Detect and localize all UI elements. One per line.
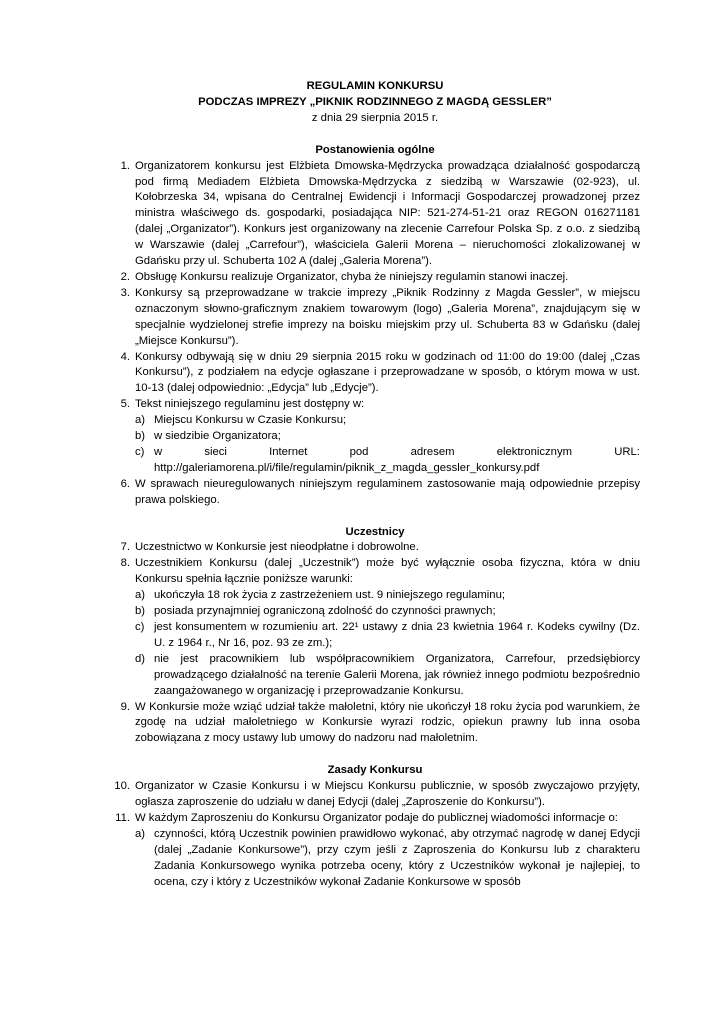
doc-title: REGULAMIN KONKURSU bbox=[306, 80, 444, 92]
item-8d: d) nie jest pracownikiem lub współpracownikiem Organizatora, Carrefour, przedsiębiorcy prowadzącego działalność na terenie Galerii Morena, jak również innego podmiotu bezpośrednio zaangażowanego w organizację i przeprowadzanie Konkursu. bbox=[135, 652, 640, 697]
section-heading-general: Postanowienia ogólne bbox=[315, 143, 435, 156]
paragraph-11: 11. W każdym Zaproszeniu do Konkursu Organizator podaje do publicznej wiadomości informacje o: bbox=[115, 811, 618, 824]
item-5a: a) Miejscu Konkursu w Czasie Konkursu; bbox=[135, 414, 347, 427]
paragraph-5: 5. Tekst niniejszego regulaminu jest dostępny w: bbox=[120, 398, 365, 411]
paragraph-4: 4. Konkursy odbywają się w dniu 29 sierpnia 2015 roku w godzinach od 11:00 do 19:00 (dalej „Czas Konkursu”), z podziałem na edycje ogłaszane i przeprowadzane w sposób, o którym mowa w ust. 10-13 (dalej odpowiednio: „Edycja” lub „Edycje”). bbox=[120, 350, 640, 395]
item-5b: b) w siedzibie Organizatora; bbox=[135, 430, 281, 443]
item-8b: b) posiada przynajmniej ograniczoną zdolność do czynności prawnych; bbox=[135, 605, 496, 618]
item-8c: c) jest konsumentem w rozumieniu art. 22¹ ustawy z dnia 23 kwietnia 1964 r. Kodeks cywilny (Dz. U. z 1964 r., Nr 16, poz. 93 ze zm.); bbox=[135, 621, 640, 649]
item-5c-words: w sieci Internet pod adresem elektronicznym URL: bbox=[154, 445, 640, 458]
item-8a: a) ukończyła 18 rok życia z zastrzeżeniem ust. 9 niniejszego regulaminu; bbox=[135, 589, 505, 602]
item-5c: c) w sieci Internet pod adresem elektronicznym URL: http://galeriamorena.pl/i/file/regulamin/piknik_z_magda_gessler_konkursy.pdf bbox=[110, 445, 640, 477]
item-11a: a) czynności, którą Uczestnik powinien prawidłowo wykonać, aby otrzymać nagrodę w danej Edycji (dalej „Zadanie Konkursowe”), przy czym jeśli z Zaproszenia do Konkursu lub z charakteru Zadania Konkursowego wynika potrzeba oceny, który z Uczestników wykonał je najlepiej, to ocena, czy i który z Uczestników wykonał Zadanie Konkursowe w sposób bbox=[135, 827, 640, 888]
regulation-url: http://galeriamorena.pl/i/file/regulamin/piknik_z_magda_gessler_konkursy.pdf bbox=[154, 461, 540, 474]
paragraph-6: 6. W sprawach nieuregulowanych niniejszym regulaminem zastosowanie mają odpowiednie przepisy prawa polskiego. bbox=[120, 477, 640, 506]
section-heading-rules: Zasady Konkursu bbox=[327, 764, 423, 777]
paragraph-3: 3. Konkursy są przeprowadzane w trakcie imprezy „Piknik Rodzinny z Magda Gessler”, w miejscu oznaczonym słowno-graficznym znakiem towarowym (logo) „Galeria Morena”, znajdującym się w specjalnie wydzielonej strefie imprezy na boisku miejskim przy ul. Schuberta 83 w Gdańsku (dalej „Miejsce Konkursu”). bbox=[120, 286, 640, 347]
paragraph-9: 9. W Konkursie może wziąć udział także małoletni, który nie ukończył 18 roku życia pod warunkiem, że zgodę na udział małoletniego w Konkursie wyrazi rodzic, opiekun prawny lub inna osoba zobowiązana z mocy ustawy lub umowy do nadzoru nad małoletnim. bbox=[120, 700, 640, 745]
paragraph-10: 10. Organizator w Czasie Konkursu i w Miejscu Konkursu publicznie, w sposób zwyczajowo przyjęty, ogłasza zaproszenie do udziału w danej Edycji (dalej „Zaproszenie do Konkursu”). bbox=[114, 780, 640, 809]
doc-date: z dnia 29 sierpnia 2015 r. bbox=[311, 111, 439, 124]
section-heading-participants: Uczestnicy bbox=[345, 525, 405, 538]
paragraph-8: 8. Uczestnikiem Konkursu (dalej „Uczestnik”) może być wyłącznie osoba fizyczna, która w dniu Konkursu spełnia łącznie poniższe warunki: bbox=[120, 557, 640, 586]
regulation-document bbox=[110, 79, 640, 891]
paragraph-1: 1. Organizatorem konkursu jest Elżbieta Dmowska-Mędrzycka prowadząca działalność gospodarczą pod firmą Mediadem Elżbieta Dmowska-Mędrzycka z siedzibą w Warszawie (02-923), ul. Kołobrzeska 34, wpisana do Centralnej Ewidencji i Informacji Gospodarczej prowadzonej przez ministra właściwego ds. gospodarki, posiadająca NIP: 521-274-51-21 oraz REGON 016271181 (dalej „Organizator”). Konkurs jest organizowany na zlecenie Carrefour Polska Sp. z o.o. z siedzibą w Warszawie (dalej „Carrefour”), właściciela Galerii Morena – nieruchomości zlokalizowanej w Gdańsku przy ul. Schuberta 102 A (dalej „Galeria Morena”). bbox=[120, 159, 640, 268]
paragraph-7: 7. Uczestnictwo w Konkursie jest nieodpłatne i dobrowolne. bbox=[120, 541, 419, 554]
doc-subtitle: PODCZAS IMPREZY „PIKNIK RODZINNEGO Z MAGDĄ GESSLER” bbox=[198, 95, 552, 108]
paragraph-2: 2. Obsługę Konkursu realizuje Organizator, chyba że niniejszy regulamin stanowi inaczej. bbox=[120, 270, 569, 283]
